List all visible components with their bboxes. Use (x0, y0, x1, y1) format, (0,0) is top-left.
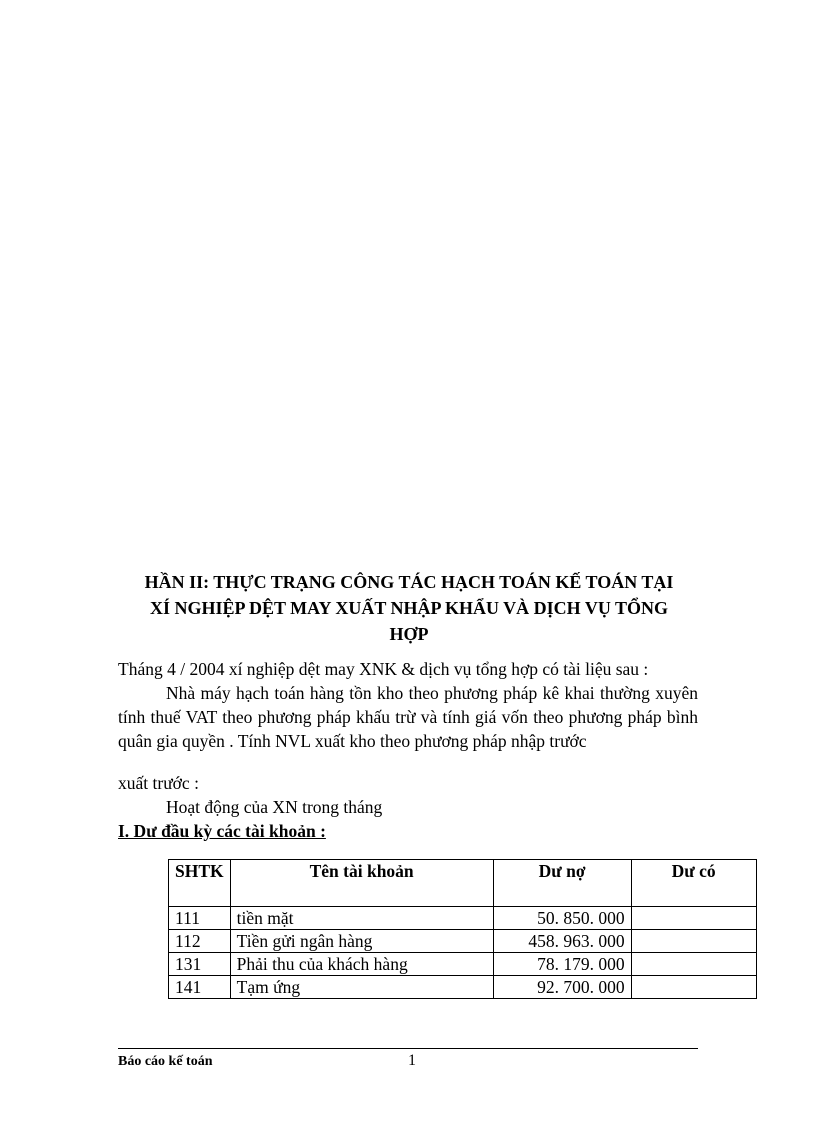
table-header-row (169, 860, 757, 907)
header-debit: Dư nợ (493, 860, 631, 907)
account-name: tiền mặt (230, 907, 493, 930)
header-account-name: Tên tài khoản (230, 860, 493, 907)
heading-line-3: HỢP (389, 624, 429, 644)
credit-value (631, 953, 756, 976)
heading-line-1: HẦN II: THỰC TRẠNG CÔNG TÁC HẠCH TOÁN KẾ TOÁN TẠI (144, 572, 674, 592)
account-name: Phải thu của khách hàng (230, 953, 493, 976)
activity-line: Hoạt động của XN trong tháng (166, 797, 383, 817)
account-code: 141 (169, 976, 231, 999)
heading-line-2: XÍ NGHIỆP DỆT MAY XUẤT NHẬP KHẨU VÀ DỊCH VỤ TỔNG (149, 598, 669, 618)
debit-value: 92. 700. 000 (493, 976, 631, 999)
footer-divider (118, 1048, 698, 1049)
debit-value: 78. 179. 000 (493, 953, 631, 976)
header-shtk: SHTK (169, 860, 231, 907)
account-name: Tạm ứng (230, 976, 493, 999)
credit-value (631, 930, 756, 953)
table-row (169, 907, 757, 930)
table-row (169, 953, 757, 976)
method-continuation: xuất trước : (118, 773, 199, 793)
page-number: 1 (408, 1052, 416, 1069)
credit-value (631, 907, 756, 930)
footer-label: Báo cáo kế toán (118, 1054, 213, 1069)
method-paragraph: Nhà máy hạch toán hàng tồn kho theo phương pháp kê khai thường xuyên tính thuế VAT theo phương pháp khấu trừ và tính giá vốn theo phương pháp bình quân gia quyền . Tính NVL xuất kho theo phương pháp nhập trước (118, 683, 698, 751)
intro-paragraph: Tháng 4 / 2004 xí nghiệp dệt may XNK & dịch vụ tổng hợp có tài liệu sau : (118, 659, 649, 679)
debit-value: 50. 850. 000 (493, 907, 631, 930)
chapter-heading (118, 569, 700, 647)
section-title: I. Dư đầu kỳ các tài khoản : (118, 821, 326, 841)
account-name: Tiền gửi ngân hàng (230, 930, 493, 953)
credit-value (631, 976, 756, 999)
header-credit: Dư có (631, 860, 756, 907)
table-row (169, 976, 757, 999)
account-code: 131 (169, 953, 231, 976)
account-code: 111 (169, 907, 231, 930)
opening-balance-table (168, 859, 757, 999)
account-code: 112 (169, 930, 231, 953)
debit-value: 458. 963. 000 (493, 930, 631, 953)
table-row (169, 930, 757, 953)
